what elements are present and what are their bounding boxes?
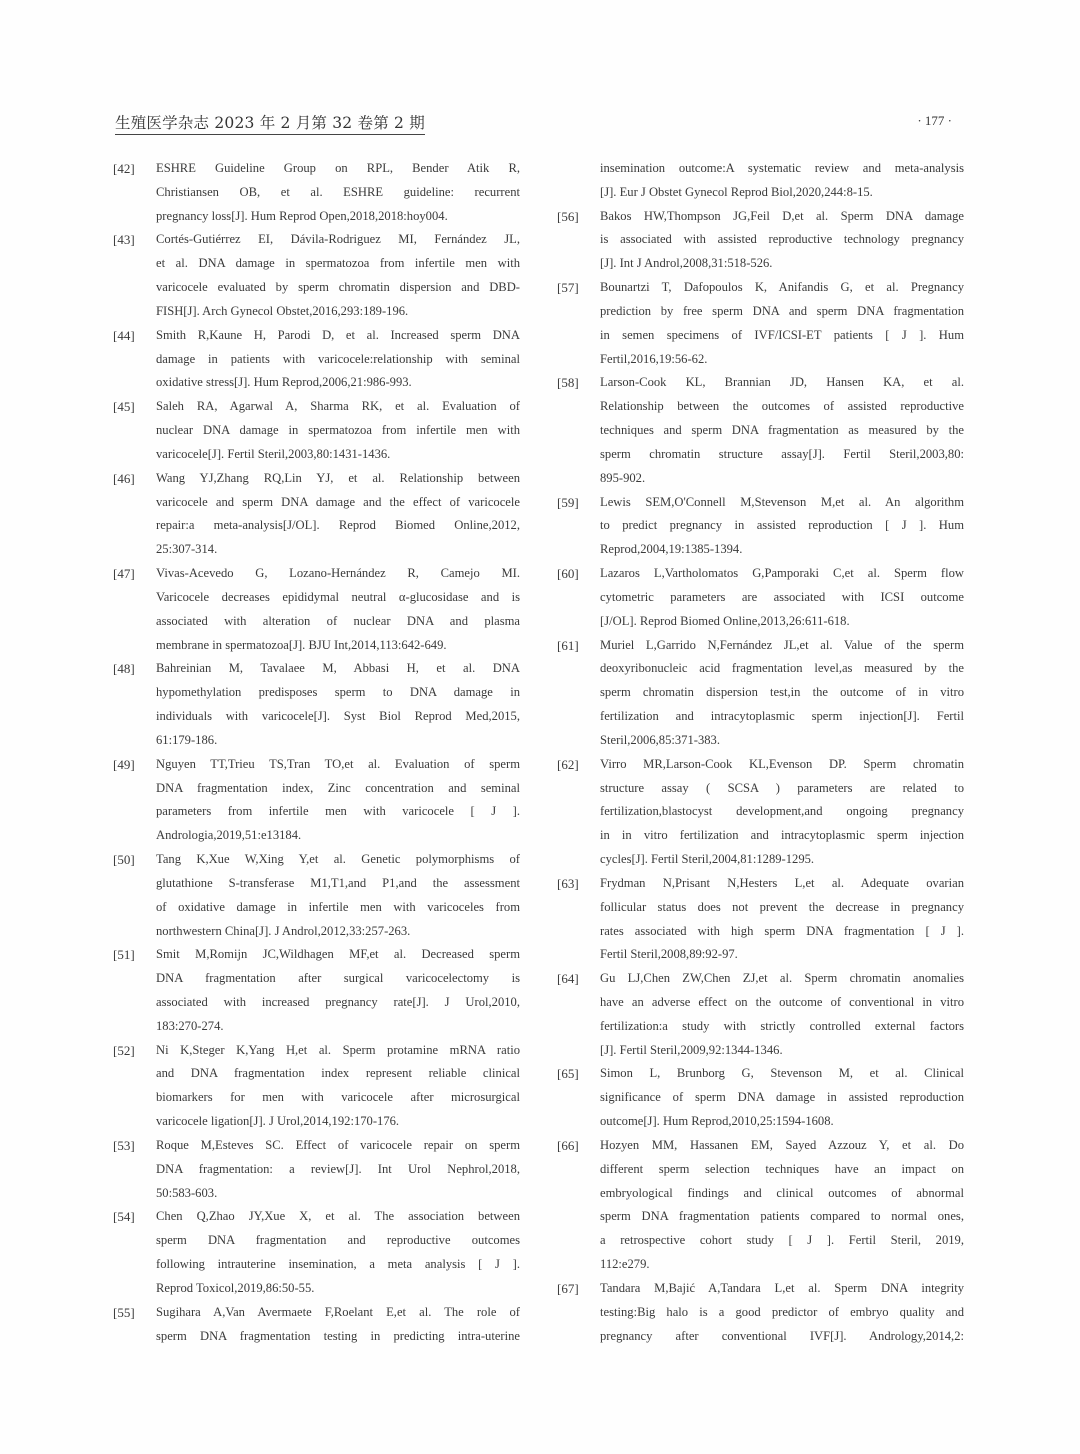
reference-number: [66] [557, 1137, 579, 1153]
reference-line: and DNA fragmentation index represent reliable clinical [156, 1066, 520, 1081]
reference-number: [56] [557, 208, 579, 224]
reference-number: [65] [557, 1066, 579, 1082]
reference-number: [44] [113, 327, 135, 343]
reference-line: varicocele and sperm DNA damage and the effect of varicocele [156, 494, 520, 509]
reference-line: 183:270-274. [156, 1018, 224, 1033]
reference-entry [113, 395, 520, 466]
reference-line: [J]. Eur J Obstet Gynecol Reprod Biol,2020,244:8-15. [600, 184, 873, 199]
reference-line: repair:a meta-analysis[J/OL]. Reprod Biomed Online,2012, [156, 518, 520, 533]
reference-line: et al. DNA damage in spermatozoa from infertile men with [156, 256, 520, 271]
reference-line: Chen Q,Zhao JY,Xue X, et al. The association between [156, 1209, 520, 1224]
page-number: · 177 · [917, 113, 952, 128]
reference-entry [113, 157, 520, 228]
reference-line: pregnancy loss[J]. Hum Reprod Open,2018,2018:hoy004. [156, 208, 448, 223]
reference-line: biomarkers for men with varicocele after microsurgical [156, 1090, 520, 1105]
reference-entry [557, 205, 964, 276]
reference-number: [63] [557, 875, 579, 891]
reference-line: 61:179-186. [156, 732, 218, 747]
reference-line: DNA fragmentation: a review[J]. Int Urol Nephrol,2018, [156, 1161, 520, 1176]
reference-line: rates associated with high sperm DNA fragmentation [ J ]. [600, 923, 964, 938]
reference-line: Bakos HW,Thompson JG,Feil D,et al. Sperm DNA damage [600, 208, 964, 223]
reference-line: Nguyen TT,Trieu TS,Tran TO,et al. Evaluation of sperm [156, 756, 520, 771]
reference-line: outcome[J]. Hum Reprod,2010,25:1594-1608. [600, 1114, 834, 1129]
reference-line: ESHRE Guideline Group on RPL, Bender Atik R, [156, 161, 520, 175]
reference-line: in in vitro fertilization and intracytoplasmic sperm injection [600, 828, 964, 843]
reference-line: different sperm selection techniques have an impact on [600, 1161, 964, 1176]
reference-line: fertilization and intracytoplasmic sperm injection[J]. Fertil [600, 709, 964, 724]
reference-line: testing:Big halo is a good predictor of embryo quality and [600, 1304, 964, 1319]
reference-line: Lewis SEM,O'Connell M,Stevenson M,et al. An algorithm [600, 494, 964, 509]
reference-line: northwestern China[J]. J Androl,2012,33:257-263. [156, 923, 411, 938]
reference-text [156, 1301, 520, 1349]
reference-number: [48] [113, 661, 135, 677]
reference-line: varicocele evaluated by sperm chromatin dispersion and DBD- [156, 280, 520, 295]
reference-line: associated with alteration of nuclear DNA and plasma [156, 613, 520, 628]
reference-line: Reprod Toxicol,2019,86:50-55. [156, 1280, 315, 1295]
reference-text [156, 562, 520, 657]
reference-line: [J]. Fertil Steril,2009,92:1344-1346. [600, 1042, 783, 1057]
reference-number: [50] [113, 852, 135, 868]
reference-line: Vivas-Acevedo G, Lozano-Hernández R, Camejo MI. [156, 566, 520, 581]
reference-line: embryological findings and clinical outcomes of abnormal [600, 1185, 964, 1200]
reference-number: [59] [557, 494, 579, 510]
reference-line: Muriel L,Garrido N,Fernández JL,et al. Value of the sperm [600, 637, 964, 652]
reference-line: Saleh RA, Agarwal A, Sharma RK, et al. Evaluation of [156, 399, 520, 414]
reference-entry [557, 562, 964, 633]
reference-line: 112:e279. [600, 1257, 650, 1272]
reference-entry [113, 228, 520, 323]
reference-text [600, 634, 964, 753]
reference-line: significance of sperm DNA damage in assisted reproduction [600, 1090, 964, 1105]
reference-line: a retrospective cohort study [ J ]. Fertil Steril, 2019, [600, 1233, 964, 1248]
reference-line: Bounartzi T, Dafopoulos K, Anifandis G, et al. Pregnancy [600, 280, 964, 295]
reference-entry [557, 967, 964, 1062]
reference-line: Larson-Cook KL, Brannian JD, Hansen KA, et al. [600, 375, 964, 390]
reference-line: Lazaros L,Vartholomatos G,Pamporaki C,et al. Sperm flow [600, 566, 964, 581]
reference-number: [60] [557, 566, 579, 582]
reference-line: Smith R,Kaune H, Parodi D, et al. Increased sperm DNA [156, 327, 520, 342]
reference-line: damage in patients with varicocele:relationship with seminal [156, 351, 520, 366]
reference-line: following intrauterine insemination, a meta analysis [ J ]. [156, 1257, 520, 1272]
reference-text [600, 491, 964, 562]
reference-line: Christiansen OB, et al. ESHRE guideline: recurrent [156, 184, 520, 199]
reference-number: [46] [113, 470, 135, 486]
reference-number: [49] [113, 756, 135, 772]
reference-column-left [113, 157, 520, 1348]
reference-line: sperm DNA fragmentation testing in predicting intra-uterine [156, 1328, 520, 1343]
reference-text [600, 205, 964, 276]
reference-entry [557, 872, 964, 967]
reference-number: [67] [557, 1280, 579, 1296]
reference-line: Fertil Steril,2008,89:92-97. [600, 947, 738, 962]
reference-line: Bahreinian M, Tavalaee M, Abbasi H, et al. DNA [156, 661, 520, 676]
reference-text [156, 1205, 520, 1300]
reference-line: Ni K,Steger K,Yang H,et al. Sperm protamine mRNA ratio [156, 1042, 520, 1057]
reference-line: Hozyen MM, Hassanen EM, Sayed Azzouz Y, et al. Do [600, 1137, 964, 1152]
reference-number: [61] [557, 637, 579, 653]
reference-line: Fertil,2016,19:56-62. [600, 351, 708, 366]
reference-entry [557, 276, 964, 371]
reference-line: 50:583-603. [156, 1185, 218, 1200]
reference-entry [557, 1277, 964, 1348]
reference-text [156, 657, 520, 752]
reference-entry [557, 157, 964, 205]
reference-line: Frydman N,Prisant N,Hesters L,et al. Adequate ovarian [600, 875, 964, 890]
reference-entry [557, 491, 964, 562]
reference-line: pregnancy after conventional IVF[J]. Andrology,2014,2: [600, 1328, 964, 1343]
reference-entry [113, 753, 520, 848]
reference-entry [113, 657, 520, 752]
reference-line: membrane in spermatozoa[J]. BJU Int,2014,113:642-649. [156, 637, 447, 652]
reference-text [600, 276, 964, 371]
reference-entry [557, 753, 964, 872]
reference-text [156, 324, 520, 395]
reference-text [600, 967, 964, 1062]
reference-line: is associated with assisted reproductive technology pregnancy [600, 232, 964, 247]
reference-line: insemination outcome:A systematic review and meta-analysis [600, 161, 964, 175]
reference-entry [113, 467, 520, 562]
reference-line: Reprod,2004,19:1385-1394. [600, 542, 743, 557]
reference-line: prediction by free sperm DNA and sperm DNA fragmentation [600, 303, 964, 318]
reference-number: [62] [557, 756, 579, 772]
reference-line: techniques and sperm DNA fragmentation as measured by the [600, 423, 964, 438]
reference-text [600, 562, 964, 633]
reference-line: Virro MR,Larson-Cook KL,Evenson DP. Sperm chromatin [600, 756, 964, 771]
reference-entry [557, 634, 964, 753]
reference-entry [557, 1134, 964, 1277]
reference-text [156, 848, 520, 943]
reference-text [156, 753, 520, 848]
reference-line: FISH[J]. Arch Gynecol Obstet,2016,293:189-196. [156, 303, 409, 318]
reference-number: [53] [113, 1137, 135, 1153]
reference-line: nuclear DNA damage in spermatozoa from infertile men with [156, 423, 520, 438]
reference-line: in semen specimens of IVF/ICSI-ET patients [ J ]. Hum [600, 327, 964, 342]
reference-text [600, 1277, 964, 1348]
reference-line: glutathione S-transferase M1,T1,and P1,and the assessment [156, 875, 520, 890]
reference-number: [42] [113, 161, 135, 176]
reference-line: DNA fragmentation after surgical varicocelectomy is [156, 971, 520, 986]
reference-line: individuals with varicocele[J]. Syst Biol Reprod Med,2015, [156, 709, 520, 724]
reference-line: hypomethylation predisposes sperm to DNA damage in [156, 685, 520, 700]
reference-line: parameters from infertile men with varicocele [ J ]. [156, 804, 520, 819]
reference-line: of oxidative damage in infertile men with varicoceles from [156, 899, 520, 914]
reference-text [600, 753, 964, 872]
reference-line: follicular status does not prevent the decrease in pregnancy [600, 899, 964, 914]
reference-line: cytometric parameters are associated with ICSI outcome [600, 589, 964, 604]
reference-line: fertilization,blastocyst development,and ongoing pregnancy [600, 804, 964, 819]
reference-text [600, 1062, 964, 1133]
reference-text [156, 1134, 520, 1205]
reference-entry [113, 1301, 520, 1349]
reference-line: associated with increased pregnancy rate[J]. J Urol,2010, [156, 994, 520, 1009]
reference-entry [113, 324, 520, 395]
reference-text [156, 1039, 520, 1134]
reference-number: [54] [113, 1209, 135, 1225]
reference-number: [57] [557, 280, 579, 296]
reference-entry [113, 1039, 520, 1134]
reference-line: Wang YJ,Zhang RQ,Lin YJ, et al. Relationship between [156, 470, 520, 485]
reference-line: [J/OL]. Reprod Biomed Online,2013,26:611-618. [600, 613, 850, 628]
reference-entry [113, 1134, 520, 1205]
reference-line: DNA fragmentation index, Zinc concentration and seminal [156, 780, 520, 795]
reference-line: Steril,2006,85:371-383. [600, 732, 720, 747]
reference-text [600, 371, 964, 490]
reference-line: Tang K,Xue W,Xing Y,et al. Genetic polymorphisms of [156, 852, 520, 867]
reference-number: [47] [113, 566, 135, 582]
reference-text [156, 157, 520, 228]
reference-text [156, 467, 520, 562]
reference-line: sperm chromatin structure assay[J]. Fertil Steril,2003,80: [600, 446, 964, 461]
reference-text [156, 943, 520, 1038]
reference-line: varicocele ligation[J]. J Urol,2014,192:170-176. [156, 1114, 400, 1129]
reference-line: Roque M,Esteves SC. Effect of varicocele repair on sperm [156, 1137, 520, 1152]
reference-line: sperm DNA fragmentation and reproductive outcomes [156, 1233, 520, 1248]
reference-entry [557, 1062, 964, 1133]
reference-line: Sugihara A,Van Avermaete F,Roelant E,et al. The role of [156, 1304, 520, 1319]
reference-line: sperm DNA fragmentation patients compared to normal ones, [600, 1209, 964, 1224]
reference-entry [113, 562, 520, 657]
reference-line: Tandara M,Bajić A,Tandara L,et al. Sperm DNA integrity [600, 1280, 964, 1295]
reference-line: sperm chromatin dispersion test,in the outcome of in vitro [600, 685, 964, 700]
reference-text [600, 1134, 964, 1277]
reference-number: [45] [113, 399, 135, 415]
reference-line: oxidative stress[J]. Hum Reprod,2006,21:986-993. [156, 375, 412, 390]
reference-line: to predict pregnancy in assisted reproduction [ J ]. Hum [600, 518, 964, 533]
reference-line: Simon L, Brunborg G, Stevenson M, et al. Clinical [600, 1066, 964, 1081]
reference-line: structure assay ( SCSA ) parameters are related to [600, 780, 964, 795]
reference-line: Varicocele decreases epididymal neutral α-glucosidase and is [156, 589, 520, 604]
reference-number: [64] [557, 971, 579, 987]
reference-line: fertilization:a study with strictly controlled external factors [600, 1018, 964, 1033]
reference-column-right [557, 157, 964, 1348]
reference-number: [43] [113, 232, 135, 248]
reference-entry [113, 1205, 520, 1300]
reference-line: Andrologia,2019,51:e13184. [156, 828, 302, 843]
reference-line: Cortés-Gutiérrez EI, Dávila-Rodriguez MI, Fernández JL, [156, 232, 520, 247]
reference-line: deoxyribonucleic acid fragmentation level,as measured by the [600, 661, 964, 676]
reference-number: [51] [113, 947, 135, 963]
reference-line: have an adverse effect on the outcome of conventional in vitro [600, 994, 964, 1009]
reference-number: [55] [113, 1304, 135, 1320]
reference-number: [52] [113, 1042, 135, 1058]
reference-line: [J]. Int J Androl,2008,31:518-526. [600, 256, 773, 271]
reference-text [156, 228, 520, 323]
reference-line: cycles[J]. Fertil Steril,2004,81:1289-1295. [600, 852, 815, 867]
reference-line: varicocele[J]. Fertil Steril,2003,80:1431-1436. [156, 446, 391, 461]
reference-line: 895-902. [600, 470, 646, 485]
reference-entry [113, 848, 520, 943]
reference-number: [58] [557, 375, 579, 391]
reference-text [156, 395, 520, 466]
running-header-journal-issue: 生殖医学杂志 2023 年 2 月第 32 卷第 2 期 [115, 111, 425, 135]
reference-line: 25:307-314. [156, 542, 218, 557]
reference-text [600, 872, 964, 967]
reference-line: Relationship between the outcomes of assisted reproductive [600, 399, 964, 414]
reference-entry [113, 943, 520, 1038]
reference-text [600, 157, 964, 205]
reference-line: Smit M,Romijn JC,Wildhagen MF,et al. Decreased sperm [156, 947, 520, 962]
reference-line: Gu LJ,Chen ZW,Chen ZJ,et al. Sperm chromatin anomalies [600, 971, 964, 986]
reference-entry [557, 371, 964, 490]
